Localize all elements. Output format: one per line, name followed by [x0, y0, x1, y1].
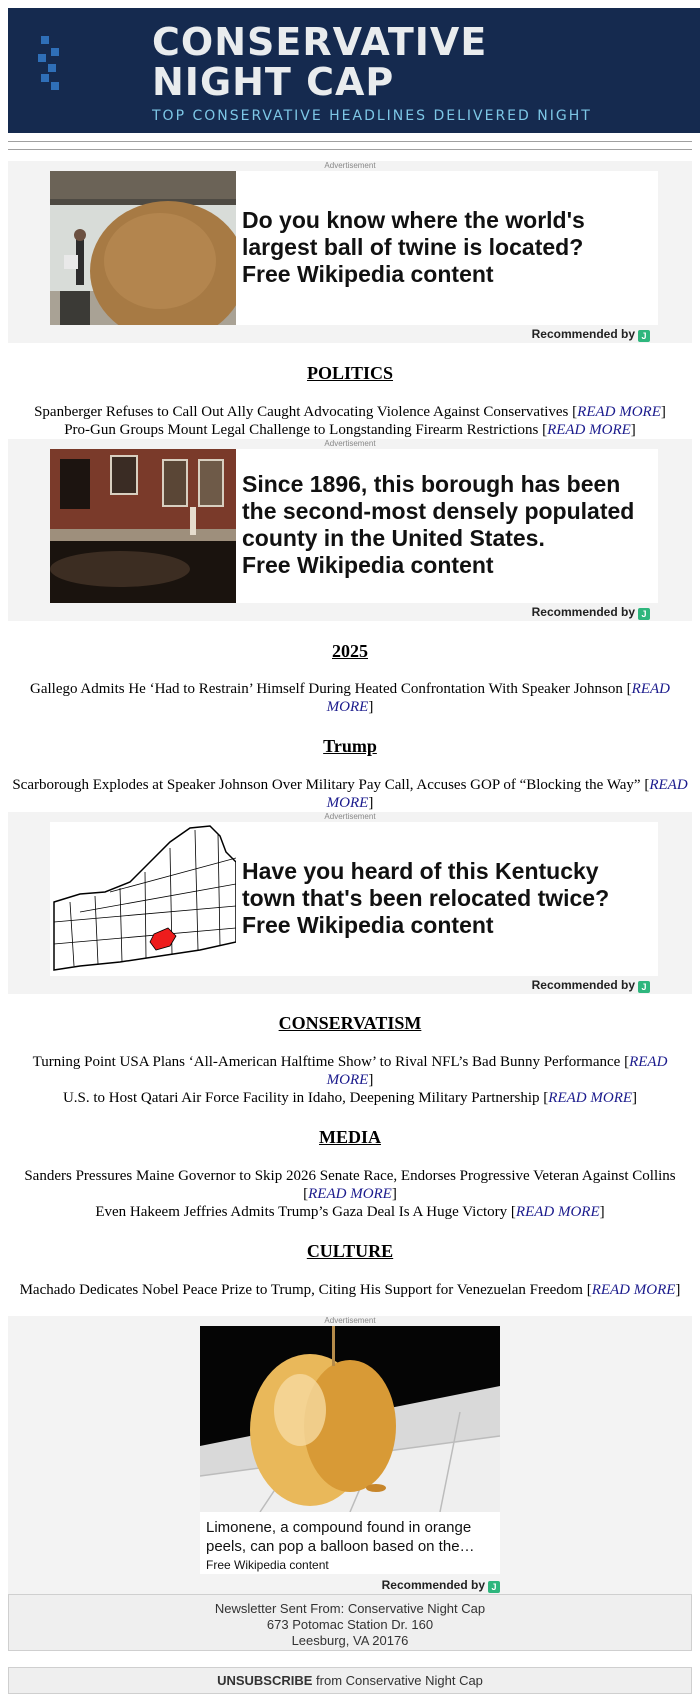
headline-text: Spanberger Refuses to Call Out Ally Caught Advocating Violence Against Conservatives: [34, 404, 569, 420]
banner-tagline: TOP CONSERVATIVE HEADLINES DELIVERED NIGHT: [152, 108, 592, 124]
read-more-link[interactable]: READ MORE: [548, 1090, 633, 1106]
section-title-culture: CULTURE: [306, 1241, 394, 1261]
footer-sent-from: Newsletter Sent From: Conservative Night Cap: [214, 1601, 486, 1616]
ad-headline[interactable]: [242, 471, 652, 579]
headline-text: Gallego Admits He ‘Had to Restrain’ Himself During Heated Confrontation With Speaker Johnson: [30, 681, 623, 697]
ad-label: Advertisement: [324, 812, 376, 821]
read-more-link[interactable]: READ MORE: [577, 404, 661, 420]
divider: [8, 149, 692, 150]
recommender-logo-icon: J: [488, 1581, 500, 1593]
section-title-2025: 2025: [332, 641, 368, 661]
ad-source: Free Wikipedia content: [242, 552, 494, 578]
banner-title-line2: NIGHT CAP: [152, 60, 395, 104]
read-more-link[interactable]: READ MORE: [308, 1186, 392, 1202]
headline-text: Scarborough Explodes at Speaker Johnson Over Military Pay Call, Accuses GOP of “Blocking the Way”: [12, 777, 641, 793]
read-more-link[interactable]: READ MORE: [591, 1282, 676, 1298]
ad-card[interactable]: [200, 1326, 500, 1574]
read-more-link[interactable]: READ MORE: [515, 1204, 600, 1220]
section-title-conservatism: CONSERVATISM: [278, 1013, 422, 1033]
headline: Scarborough Explodes at Speaker Johnson Over Military Pay Call, Accuses GOP of “Blocking the Way” [READ MORE]: [12, 777, 688, 811]
recommender-logo-icon: J: [638, 608, 650, 620]
headline: Even Hakeem Jeffries Admits Trump’s Gaza Deal Is A Huge Victory [READ MORE]: [95, 1204, 605, 1220]
ad-label: Advertisement: [324, 1316, 376, 1325]
recommended-by-label: Recommended by: [531, 605, 635, 619]
ad-image-street-scene[interactable]: [50, 449, 236, 603]
recommended-by[interactable]: [532, 327, 650, 342]
recommended-by-label: Recommended by: [531, 978, 635, 992]
headline-text: Turning Point USA Plans ‘All-American Halftime Show’ to Rival NFL’s Bad Bunny Performance: [32, 1054, 621, 1070]
recommended-by[interactable]: [532, 978, 650, 993]
footer-address-line1: 673 Potomac Station Dr. 160: [266, 1617, 434, 1632]
ad-headline-text[interactable]: Limonene, a compound found in orange peels, can pop a balloon based on the…: [206, 1519, 475, 1555]
newsletter-footer: [8, 1594, 692, 1651]
unsubscribe-link[interactable]: [8, 1667, 692, 1694]
advertisement[interactable]: [8, 439, 692, 621]
headline-text: Even Hakeem Jeffries Admits Trump’s Gaza Deal Is A Huge Victory: [95, 1204, 508, 1220]
ad-card[interactable]: [50, 449, 658, 603]
section-title-media: MEDIA: [319, 1127, 381, 1147]
headline-text: Pro-Gun Groups Mount Legal Challenge to Longstanding Firearm Restrictions: [64, 422, 539, 438]
divider: [8, 141, 692, 142]
read-more-link[interactable]: READ MORE: [326, 681, 670, 715]
advertisement[interactable]: [8, 812, 692, 994]
recommended-by[interactable]: [382, 1578, 500, 1593]
ad-image-balloon[interactable]: [200, 1326, 500, 1512]
unsubscribe-label[interactable]: UNSUBSCRIBE: [217, 1673, 313, 1688]
unsubscribe-suffix: from Conservative Night Cap: [312, 1673, 483, 1688]
ad-headline-text[interactable]: Since 1896, this borough has been the second-most densely populated county in the United States.: [242, 471, 635, 551]
headline-text: Machado Dedicates Nobel Peace Prize to Trump, Citing His Support for Venezuelan Freedom: [19, 1282, 583, 1298]
ad-headline[interactable]: [206, 1518, 494, 1556]
ad-source: Free Wikipedia content: [206, 1558, 329, 1572]
ad-image-kentucky-map[interactable]: [50, 822, 236, 976]
ad-headline-text[interactable]: Have you heard of this Kentucky town that's been relocated twice?: [242, 858, 610, 911]
headline: Machado Dedicates Nobel Peace Prize to Trump, Citing His Support for Venezuelan Freedom [READ MORE]: [19, 1282, 681, 1298]
recommended-by-label: Recommended by: [381, 1578, 485, 1592]
headline: Pro-Gun Groups Mount Legal Challenge to Longstanding Firearm Restrictions [READ MORE]: [64, 422, 636, 438]
section-title-trump: Trump: [323, 736, 377, 756]
advertisement[interactable]: [8, 1316, 692, 1594]
headline: Sanders Pressures Maine Governor to Skip 2026 Senate Race, Endorses Progressive Veteran Against Collins [READ MORE]: [24, 1168, 676, 1202]
read-more-link[interactable]: READ MORE: [326, 777, 688, 811]
section-title-politics: POLITICS: [306, 363, 394, 383]
ad-headline-text[interactable]: Do you know where the world's largest ball of twine is located?: [242, 207, 585, 260]
headline: U.S. to Host Qatari Air Force Facility in Idaho, Deepening Military Partnership [READ MORE]: [62, 1090, 638, 1106]
headline-text: U.S. to Host Qatari Air Force Facility in Idaho, Deepening Military Partnership: [62, 1090, 540, 1106]
ad-headline[interactable]: [242, 858, 652, 939]
recommended-by-label: Recommended by: [531, 327, 635, 341]
read-more-link[interactable]: READ MORE: [326, 1054, 668, 1088]
newsletter-banner: [8, 8, 700, 133]
recommended-by[interactable]: [532, 605, 650, 620]
recommender-logo-icon: J: [638, 981, 650, 993]
footer-address-line2: Leesburg, VA 20176: [291, 1633, 409, 1648]
read-more-link[interactable]: READ MORE: [547, 422, 631, 438]
ad-image-twine-ball[interactable]: [50, 171, 236, 325]
ad-card[interactable]: [50, 822, 658, 976]
ad-source: Free Wikipedia content: [242, 261, 494, 287]
ad-card[interactable]: [50, 171, 658, 325]
recommender-logo-icon: J: [638, 330, 650, 342]
ad-label: Advertisement: [324, 161, 376, 170]
headline-text: Sanders Pressures Maine Governor to Skip 2026 Senate Race, Endorses Progressive Veteran Against Collins: [24, 1168, 676, 1184]
banner-title-line1: CONSERVATIVE: [152, 20, 488, 64]
ad-headline[interactable]: [242, 207, 652, 288]
headline: Spanberger Refuses to Call Out Ally Caught Advocating Violence Against Conservatives [READ MORE]: [34, 404, 666, 420]
headline: Turning Point USA Plans ‘All-American Halftime Show’ to Rival NFL’s Bad Bunny Performance [READ MORE]: [32, 1054, 668, 1088]
ad-source: Free Wikipedia content: [242, 912, 494, 938]
advertisement[interactable]: [8, 161, 692, 343]
headline: Gallego Admits He ‘Had to Restrain’ Himself During Heated Confrontation With Speaker Johnson [READ MORE]: [30, 681, 670, 715]
ad-label: Advertisement: [324, 439, 376, 448]
